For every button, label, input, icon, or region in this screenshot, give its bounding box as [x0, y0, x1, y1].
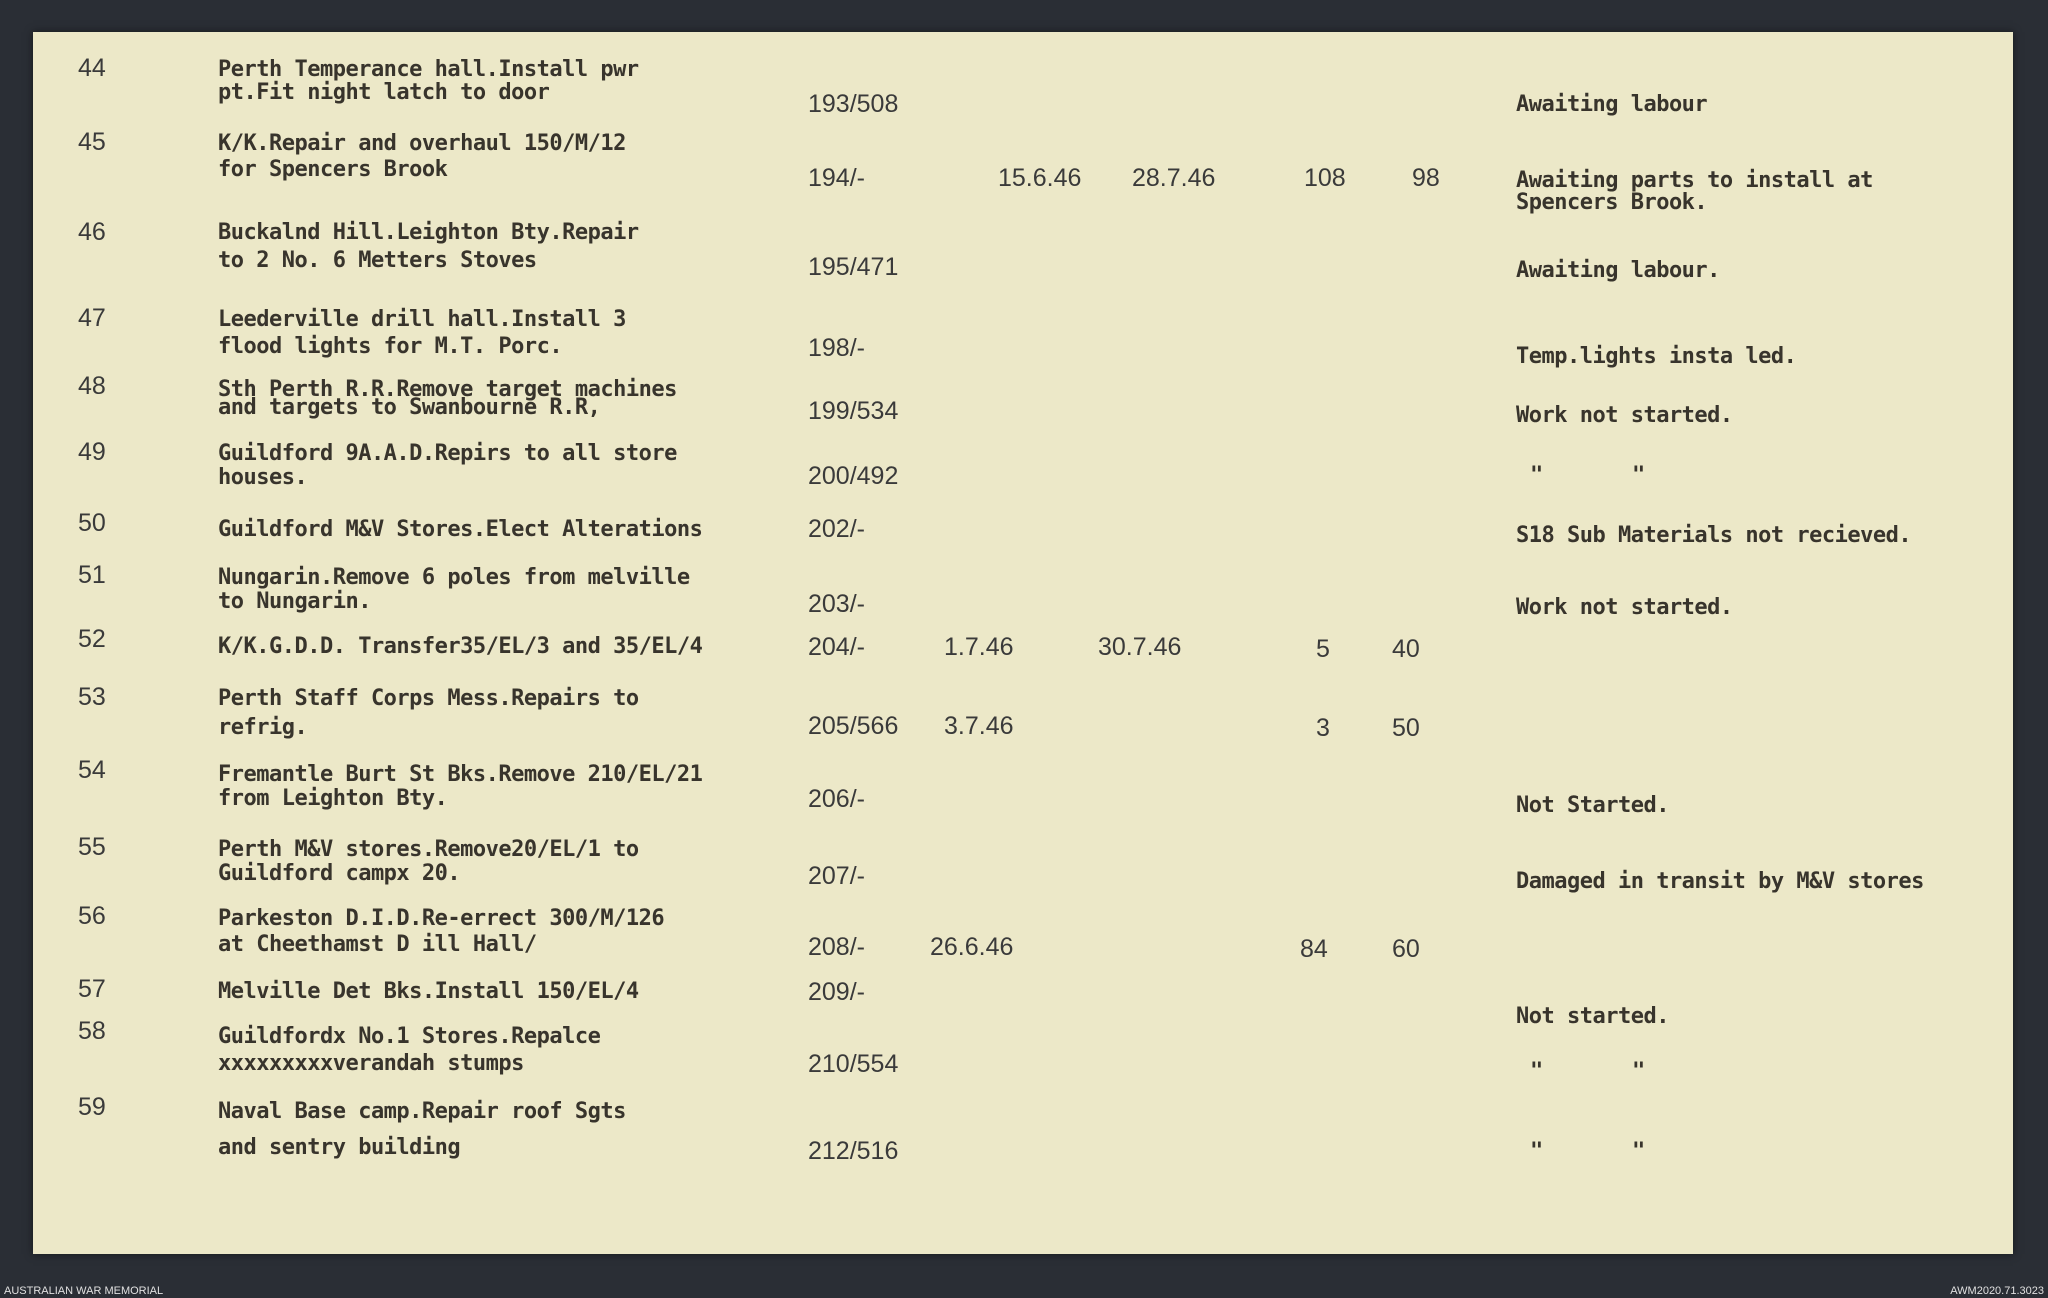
work-order: 202/- [808, 515, 865, 543]
work-order: 200/492 [808, 462, 899, 490]
description-line-1: Guildford 9A.A.D.Repirs to all store [218, 441, 677, 466]
row-number: 45 [78, 128, 106, 156]
work-order: 204/- [808, 633, 865, 661]
figure-b: 60 [1392, 935, 1420, 963]
row-number: 52 [78, 625, 106, 653]
start-date: 15.6.46 [998, 164, 1082, 192]
description-line-1: Guildfordx No.1 Stores.Repalce [218, 1024, 601, 1049]
row-number: 51 [78, 561, 106, 589]
row-number: 44 [78, 54, 106, 82]
row-number: 50 [78, 509, 106, 537]
footer-institution: AUSTRALIAN WAR MEMORIAL [4, 1285, 164, 1297]
description-line-1: Naval Base camp.Repair roof Sgts [218, 1099, 626, 1124]
work-order: 205/566 [808, 712, 899, 740]
description-line-1: Guildford M&V Stores.Elect Alterations [218, 517, 703, 542]
remarks-line-1: " " [1530, 1059, 1645, 1084]
figure-a: 108 [1304, 164, 1346, 192]
description-line-1: Leederville drill hall.Install 3 [218, 307, 626, 332]
description-line-2: and sentry building [218, 1135, 461, 1160]
work-order: 203/- [808, 590, 865, 618]
work-order: 199/534 [808, 397, 899, 425]
row-number: 48 [78, 372, 106, 400]
row-number: 57 [78, 975, 106, 1003]
work-order: 210/554 [808, 1050, 899, 1078]
end-date: 30.7.46 [1098, 633, 1182, 661]
row-number: 55 [78, 833, 106, 861]
description-line-2: for Spencers Brook [218, 157, 448, 182]
description-line-2: from Leighton Bty. [218, 786, 448, 811]
remarks-line-1: Awaiting labour. [1516, 258, 1720, 283]
description-line-2: to Nungarin. [218, 589, 371, 614]
description-line-1: Perth M&V stores.Remove20/EL/1 to [218, 837, 639, 862]
description-line-2: pt.Fit night latch to door [218, 80, 550, 105]
description-line-2: to 2 No. 6 Metters Stoves [218, 248, 537, 273]
description-line-2: houses. [218, 465, 308, 490]
figure-a: 84 [1300, 935, 1328, 963]
row-number: 47 [78, 304, 106, 332]
row-number: 58 [78, 1017, 106, 1045]
work-order: 198/- [808, 334, 865, 362]
remarks-line-1: Awaiting labour [1516, 92, 1708, 117]
footer-reference: AWM2020.71.3023 [1950, 1285, 2044, 1297]
row-number: 54 [78, 756, 106, 784]
row-number: 56 [78, 902, 106, 930]
row-number: 53 [78, 683, 106, 711]
remarks-line-1: " " [1530, 1139, 1645, 1164]
description-line-1: Perth Temperance hall.Install pwr [218, 57, 639, 82]
description-line-1: Perth Staff Corps Mess.Repairs to [218, 686, 639, 711]
work-order: 206/- [808, 785, 865, 813]
description-line-1: Parkeston D.I.D.Re-errect 300/M/126 [218, 906, 665, 931]
description-line-2: xxxxxxxxxverandah stumps [218, 1051, 524, 1076]
work-order: 212/516 [808, 1137, 899, 1165]
description-line-1: Nungarin.Remove 6 poles from melville [218, 565, 690, 590]
remarks-line-1: Temp.lights insta led. [1516, 344, 1797, 369]
remarks-line-1: Not Started. [1516, 793, 1669, 818]
work-order: 193/508 [808, 90, 899, 118]
start-date: 3.7.46 [944, 712, 1014, 740]
description-line-1: Buckalnd Hill.Leighton Bty.Repair [218, 220, 639, 245]
work-order: 208/- [808, 933, 865, 961]
description-line-1: Melville Det Bks.Install 150/EL/4 [218, 979, 639, 1004]
description-line-1: Sth Perth R.R.Remove target machines [218, 377, 677, 402]
figure-b: 40 [1392, 635, 1420, 663]
work-order: 207/- [808, 862, 865, 890]
description-line-2: at Cheethamst D ill Hall/ [218, 932, 537, 957]
remarks-line-2: Spencers Brook. [1516, 190, 1708, 215]
start-date: 26.6.46 [930, 933, 1014, 961]
description-line-2: flood lights for M.T. Porc. [218, 334, 563, 359]
description-line-1: Fremantle Burt St Bks.Remove 210/EL/21 [218, 762, 703, 787]
work-order: 195/471 [808, 253, 899, 281]
remarks-line-1: S18 Sub Materials not recieved. [1516, 523, 1912, 548]
row-number: 46 [78, 218, 106, 246]
description-line-2: and targets to Swanbourne R.R, [218, 395, 601, 420]
figure-a: 3 [1316, 714, 1330, 742]
description-line-2: Guildford campx 20. [218, 861, 461, 886]
start-date: 1.7.46 [944, 633, 1014, 661]
remarks-line-1: Work not started. [1516, 595, 1733, 620]
description-line-1: K/K.Repair and overhaul 150/M/12 [218, 131, 626, 156]
end-date: 28.7.46 [1132, 164, 1216, 192]
remarks-line-1: " " [1530, 463, 1645, 488]
row-number: 59 [78, 1093, 106, 1121]
row-number: 49 [78, 438, 106, 466]
work-order: 194/- [808, 164, 865, 192]
figure-a: 5 [1316, 635, 1330, 663]
remarks-line-1: Work not started. [1516, 403, 1733, 428]
description-line-1: K/K.G.D.D. Transfer35/EL/3 and 35/EL/4 [218, 634, 703, 659]
remarks-line-1: Awaiting parts to install at [1516, 168, 1873, 193]
figure-b: 50 [1392, 714, 1420, 742]
description-line-2: refrig. [218, 715, 308, 740]
remarks-line-1: Damaged in transit by M&V stores [1516, 869, 1924, 894]
remarks-line-1: Not started. [1516, 1004, 1669, 1029]
figure-b: 98 [1412, 164, 1440, 192]
work-order: 209/- [808, 978, 865, 1006]
